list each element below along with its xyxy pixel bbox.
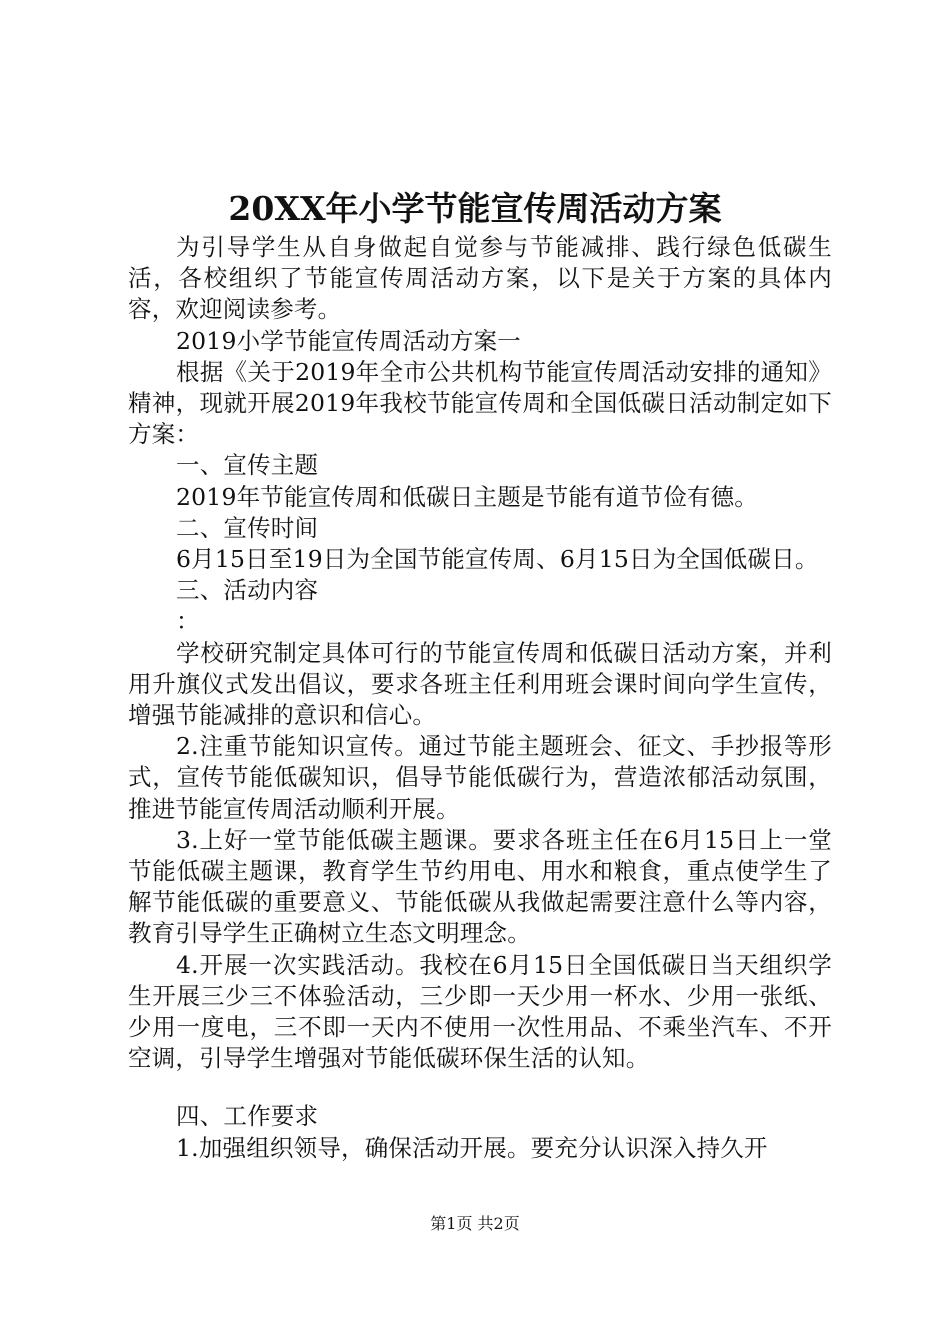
time-paragraph: 6月15日至19日为全国节能宣传周、6月15日为全国低碳日。	[176, 545, 819, 574]
colon-line: ：	[176, 607, 200, 636]
section-heading-time: 二、宣传时间	[176, 513, 319, 542]
section-heading-content: 三、活动内容	[176, 576, 319, 605]
plan-heading: 2019小学节能宣传周活动方案一	[176, 326, 522, 355]
intro-paragraph: 为引导学生从自身做起自觉参与节能减排、践行绿色低碳生活，各校组织了节能宣传周活动方案，以下是关于方案的具体内容，欢迎阅读参考。	[128, 233, 832, 324]
basis-paragraph: 根据《关于2019年全市公共机构节能宣传周活动安排的通知》精神，现就开展2019年我校节能宣传周和全国低碳日活动制定如下方案：	[128, 357, 832, 449]
page-footer: 第1页 共2页	[430, 1214, 520, 1233]
section-heading-theme: 一、宣传主题	[176, 451, 319, 480]
requirements-paragraph-1: 1.加强组织领导，确保活动开展。要充分认识深入持久开	[176, 1133, 768, 1162]
content-paragraph-1: 学校研究制定具体可行的节能宣传周和低碳日活动方案，并利用升旗仪式发出倡议，要求各班主任利用班会课时间向学生宣传，增强节能减排的意识和信心。	[128, 638, 832, 730]
content-paragraph-2: 2.注重节能知识宣传。通过节能主题班会、征文、手抄报等形式，宣传节能低碳知识，倡导节能低碳行为，营造浓郁活动氛围，推进节能宣传周活动顺利开展。	[128, 732, 832, 823]
document-body	[128, 232, 832, 1164]
section-heading-requirements: 四、工作要求	[176, 1102, 319, 1131]
theme-paragraph: 2019年节能宣传周和低碳日主题是节能有道节俭有德。	[176, 482, 759, 511]
content-paragraph-3: 3.上好一堂节能低碳主题课。要求各班主任在6月15日上一堂节能低碳主题课，教育学生节约用电、用水和粮食，重点使学生了解节能低碳的重要意义、节能低碳从我做起需要注意什么等内容，教育引导学生正确树立生态文明理念。	[128, 825, 832, 948]
content-paragraph-4: 4.开展一次实践活动。我校在6月15日全国低碳日当天组织学生开展三少三不体验活动，三少即一天少用一杯水、少用一张纸、少用一度电，三不即一天内不使用一次性用品、不乘坐汽车、不开空调，引导学生增强对节能低碳环保生活的认知。	[128, 950, 832, 1073]
document-title: 20XX年小学节能宣传周活动方案	[228, 189, 722, 228]
